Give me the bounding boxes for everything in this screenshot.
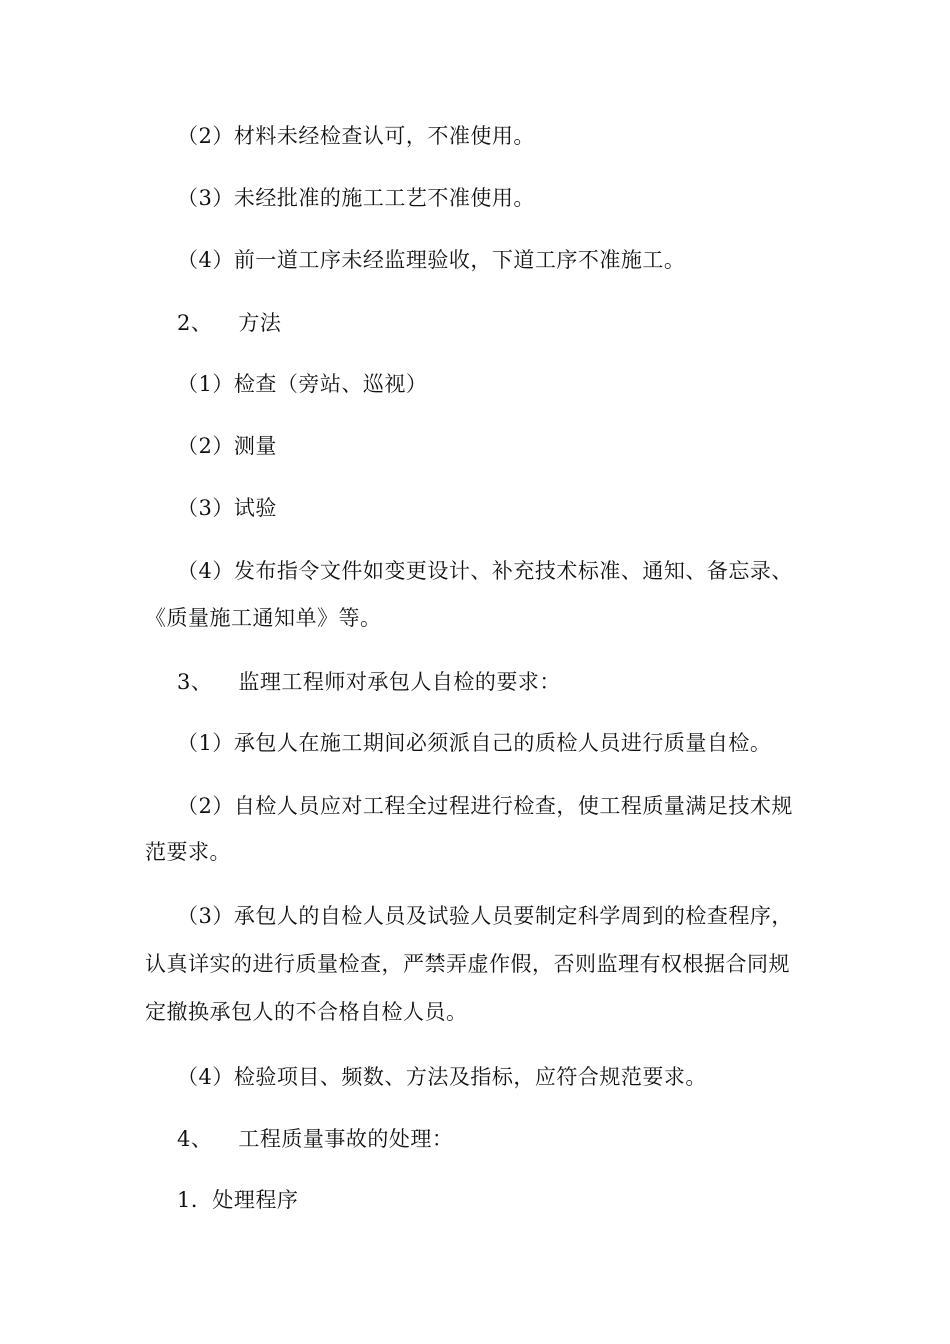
heading-text: 方法 <box>238 311 282 335</box>
heading-accident-handling <box>177 1125 453 1153</box>
paragraph-inspection-procedure: （3）承包人的自检人员及试验人员要制定科学周到的检查程序， <box>177 904 793 928</box>
heading-number: 4、 <box>177 1127 213 1151</box>
list-item-instructions: （4）发布指令文件如变更设计、补充技术标准、通知、备忘录、 <box>177 559 793 583</box>
heading-method <box>177 309 281 337</box>
heading-number: 2、 <box>177 311 213 335</box>
paragraph-inspection-procedure-continued-2: 定撤换承包人的不合格自检人员。 <box>145 1000 468 1024</box>
subheading-procedure: 1．处理程序 <box>177 1188 299 1212</box>
paragraph-inspection-items: （4）检验项目、频数、方法及指标，应符合规范要求。 <box>177 1065 707 1089</box>
paragraph-procedure-acceptance: （4）前一道工序未经监理验收，下道工序不准施工。 <box>177 248 686 272</box>
heading-number: 3、 <box>177 670 213 694</box>
paragraph-contractor-personnel: （1）承包人在施工期间必须派自己的质检人员进行质量自检。 <box>177 731 772 755</box>
paragraph-inspection-procedure-continued-1: 认真详实的进行质量检查，严禁弄虚作假，否则监理有权根据合同规 <box>145 952 790 976</box>
paragraph-process-approval: （3）未经批准的施工工艺不准使用。 <box>177 186 535 210</box>
paragraph-material-check: （2）材料未经检查认可，不准使用。 <box>177 124 535 148</box>
list-item-testing: （3）试验 <box>177 496 277 520</box>
paragraph-inspection-process: （2）自检人员应对工程全过程进行检查，使工程质量满足技术规 <box>177 794 793 818</box>
heading-text: 监理工程师对承包人自检的要求： <box>238 670 561 694</box>
heading-self-inspection <box>177 668 561 696</box>
list-item-instructions-continued: 《质量施工通知单》等。 <box>145 606 382 630</box>
list-item-measurement: （2）测量 <box>177 434 277 458</box>
heading-text: 工程质量事故的处理： <box>238 1127 454 1151</box>
paragraph-inspection-process-continued: 范要求。 <box>145 840 231 864</box>
list-item-inspection: （1）检查（旁站、巡视） <box>177 372 428 396</box>
